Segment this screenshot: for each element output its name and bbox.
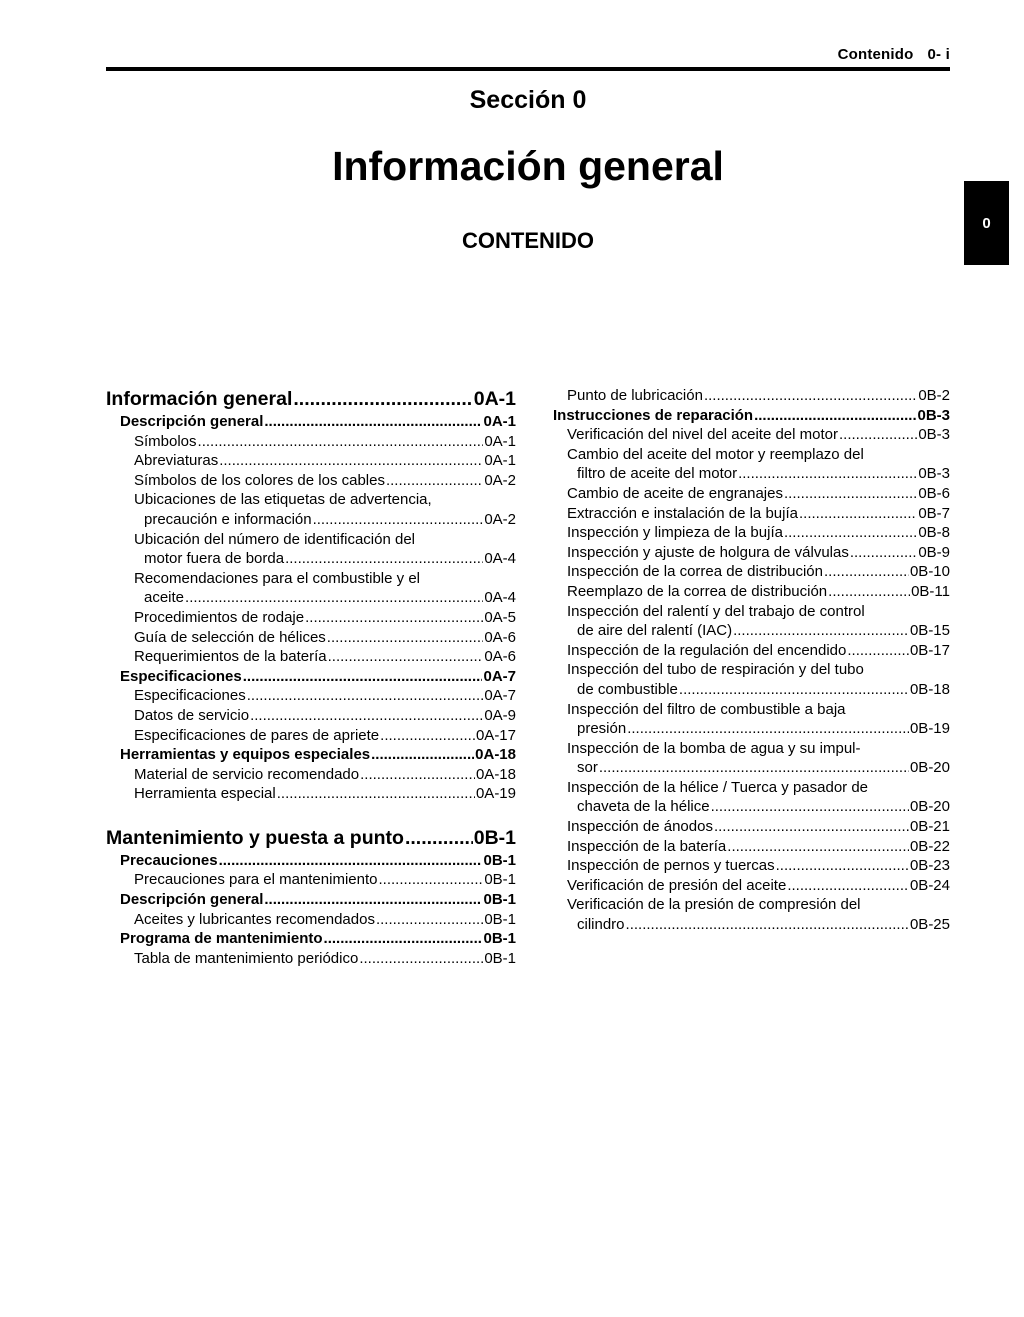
toc-entry[interactable] bbox=[553, 856, 950, 876]
dot-leader bbox=[380, 726, 475, 746]
toc-entry-title: Instrucciones de reparación bbox=[553, 406, 754, 424]
toc-entry[interactable] bbox=[106, 949, 516, 969]
section-title: Información general bbox=[332, 143, 724, 189]
toc-entry[interactable] bbox=[106, 745, 516, 765]
toc-entry-title: Verificación del nivel del aceite del motor bbox=[567, 426, 838, 444]
header-page-number: 0- i bbox=[927, 46, 950, 63]
toc-entry-page: 0B-9 bbox=[918, 543, 950, 561]
tab-marker-label: 0 bbox=[982, 214, 991, 232]
header-rule bbox=[106, 67, 950, 71]
toc-entry[interactable] bbox=[553, 582, 950, 602]
toc-entry[interactable] bbox=[553, 484, 950, 504]
toc-entry[interactable] bbox=[553, 641, 950, 661]
toc-entry-page: 0B-10 bbox=[909, 563, 950, 581]
toc-entry-title: Especificaciones bbox=[120, 667, 242, 685]
toc-entry-title-first-line: Recomendaciones para el combustible y el bbox=[134, 569, 420, 587]
toc-entry-title: Inspección y limpieza de la bujía bbox=[567, 524, 783, 542]
toc-entry-title: Aceites y lubricantes recomendados bbox=[134, 910, 375, 928]
toc-entry-title: Precauciones para el mantenimiento bbox=[134, 871, 378, 889]
toc-entry-title: Tabla de mantenimiento periódico bbox=[134, 949, 359, 967]
toc-entry-page: 0B-2 bbox=[918, 387, 950, 404]
toc-entry-title-first-line: Verificación de la presión de compresión del bbox=[567, 896, 861, 914]
toc-entry-page: 0A-7 bbox=[483, 667, 516, 685]
toc-entry-page: 0A-1 bbox=[483, 413, 516, 430]
dot-leader bbox=[185, 588, 483, 608]
toc-entry[interactable] bbox=[553, 445, 950, 484]
dot-leader bbox=[277, 784, 475, 804]
toc-entry-page: 0B-18 bbox=[909, 680, 950, 698]
toc-entry[interactable] bbox=[553, 895, 950, 934]
dot-leader bbox=[754, 406, 916, 426]
toc-entry-page: 0B-17 bbox=[909, 641, 950, 659]
toc-entry-page: 0A-1 bbox=[473, 388, 516, 410]
toc-entry[interactable] bbox=[553, 562, 950, 582]
toc-entry-title: Requerimientos de la batería bbox=[134, 648, 327, 666]
dot-leader bbox=[378, 870, 483, 890]
toc-entry[interactable] bbox=[553, 876, 950, 896]
toc-entry[interactable] bbox=[106, 608, 516, 628]
toc-entry[interactable] bbox=[553, 837, 950, 857]
dot-leader bbox=[679, 680, 909, 700]
dot-leader bbox=[839, 425, 917, 445]
toc-entry-title: Punto de lubricación bbox=[567, 387, 703, 404]
dot-leader bbox=[727, 837, 909, 857]
toc-entry-page: 0B-11 bbox=[911, 582, 950, 600]
toc-entry-title: chaveta de la hélice bbox=[577, 798, 710, 816]
toc-entry-page: 0B-3 bbox=[918, 426, 950, 444]
toc-entry[interactable] bbox=[553, 425, 950, 445]
toc-entry-title-first-line: Ubicación del número de identificación del bbox=[134, 530, 416, 548]
toc-entry-title: Símbolos de los colores de los cables bbox=[134, 471, 385, 489]
toc-entry-title: Verificación de presión del aceite bbox=[567, 876, 787, 894]
dot-leader bbox=[828, 582, 910, 602]
toc-entry-page: 0A-18 bbox=[475, 746, 516, 764]
toc-entry-title: Mantenimiento y puesta a punto bbox=[106, 826, 404, 849]
toc-entry-page: 0B-1 bbox=[473, 826, 516, 849]
toc-entry-title: presión bbox=[577, 720, 627, 738]
toc-entry-title: de aire del ralentí (IAC) bbox=[577, 622, 733, 640]
toc-entry-title-first-line: Inspección de la bomba de agua y su impul- bbox=[567, 739, 861, 757]
toc-entry-title: Especificaciones de pares de apriete bbox=[134, 726, 380, 744]
toc-entry-title-first-line: Inspección del filtro de combustible a baja bbox=[567, 700, 846, 718]
toc-entry-page: 0A-9 bbox=[484, 706, 516, 724]
toc-entry-page: 0B-8 bbox=[918, 524, 950, 542]
toc-entry[interactable] bbox=[106, 851, 516, 871]
toc-entry-page: 0B-1 bbox=[484, 949, 516, 967]
dot-leader bbox=[626, 915, 909, 935]
toc-entry-page: 0B-24 bbox=[909, 876, 950, 894]
toc-right-column bbox=[553, 386, 950, 935]
toc-entry[interactable] bbox=[106, 569, 516, 608]
toc-entry[interactable] bbox=[106, 451, 516, 471]
dot-leader bbox=[250, 706, 483, 726]
toc-entry[interactable] bbox=[106, 432, 516, 452]
dot-leader bbox=[787, 876, 909, 896]
toc-entry[interactable] bbox=[106, 765, 516, 785]
toc-entry[interactable] bbox=[106, 647, 516, 667]
toc-entry-title: aceite bbox=[144, 589, 185, 607]
dot-leader bbox=[627, 719, 909, 739]
toc-entry[interactable] bbox=[553, 739, 950, 778]
dot-leader bbox=[784, 523, 917, 543]
dot-leader bbox=[711, 797, 909, 817]
toc-entry[interactable] bbox=[106, 825, 516, 851]
toc-entry[interactable] bbox=[553, 406, 950, 426]
dot-leader bbox=[733, 621, 909, 641]
toc-entry-page: 0A-6 bbox=[484, 628, 516, 646]
toc-entry-title: Extracción e instalación de la bujía bbox=[567, 504, 798, 522]
dot-leader bbox=[247, 686, 484, 706]
dot-leader bbox=[371, 745, 474, 765]
toc-entry-title: Símbolos bbox=[134, 432, 197, 450]
toc-entry-title: de combustible bbox=[577, 680, 678, 698]
toc-entry[interactable] bbox=[553, 700, 950, 739]
toc-entry-page: 0B-25 bbox=[909, 916, 950, 934]
dot-leader bbox=[360, 765, 475, 785]
toc-entry-title: precaución e información bbox=[144, 510, 312, 528]
toc-entry-title: Cambio de aceite de engranajes bbox=[567, 484, 783, 502]
header-label: Contenido bbox=[837, 46, 914, 63]
dot-leader bbox=[376, 910, 483, 930]
toc-entry-title: Inspección de la correa de distribución bbox=[567, 563, 823, 581]
toc-entry-page: 0A-19 bbox=[475, 785, 516, 803]
toc-entry-page: 0A-6 bbox=[484, 648, 516, 666]
toc-entry-page: 0A-2 bbox=[484, 471, 516, 489]
toc-entry-title-first-line: Inspección de la hélice / Tuerca y pasador de bbox=[567, 778, 869, 796]
toc-entry-title: Material de servicio recomendado bbox=[134, 765, 360, 783]
dot-leader bbox=[243, 667, 483, 687]
toc-entry-title-first-line: Ubicaciones de las etiquetas de advertencia, bbox=[134, 491, 432, 509]
toc-entry-title-first-line: Inspección del tubo de respiración y del tubo bbox=[567, 661, 864, 679]
toc-entry[interactable] bbox=[106, 929, 516, 949]
dot-leader bbox=[784, 484, 917, 504]
toc-entry-page: 0B-7 bbox=[918, 504, 950, 522]
toc-entry-title: Descripción general bbox=[120, 891, 264, 909]
toc-entry-page: 0B-15 bbox=[909, 622, 950, 640]
dot-leader bbox=[405, 825, 473, 851]
toc-entry-title: Información general bbox=[106, 388, 293, 410]
toc-entry[interactable] bbox=[106, 667, 516, 687]
toc-entry-page: 0B-1 bbox=[483, 891, 516, 909]
toc-entry-title: Inspección de la batería bbox=[567, 837, 727, 855]
toc-entry-page: 0B-20 bbox=[909, 798, 950, 816]
dot-leader bbox=[219, 451, 483, 471]
toc-entry-page: 0A-7 bbox=[484, 687, 516, 705]
dot-leader bbox=[327, 628, 484, 648]
toc-entry-page: 0B-3 bbox=[917, 406, 950, 424]
toc-entry-title: Abreviaturas bbox=[134, 452, 219, 470]
dot-leader bbox=[328, 647, 484, 667]
toc-entry[interactable] bbox=[553, 543, 950, 563]
toc-entry-title: Inspección de pernos y tuercas bbox=[567, 857, 775, 875]
toc-entry[interactable] bbox=[106, 870, 516, 890]
toc-entry-page: 0B-19 bbox=[909, 720, 950, 738]
dot-leader bbox=[359, 949, 483, 969]
toc-entry[interactable] bbox=[106, 471, 516, 491]
toc-entry[interactable] bbox=[106, 628, 516, 648]
toc-entry-title: Datos de servicio bbox=[134, 706, 250, 724]
toc-entry-title: Herramienta especial bbox=[134, 785, 276, 803]
toc-entry-page: 0A-18 bbox=[475, 765, 516, 783]
toc-entry-page: 0A-1 bbox=[484, 432, 516, 450]
toc-entry[interactable] bbox=[106, 412, 516, 432]
toc-entry-title: sor bbox=[577, 759, 598, 777]
dot-leader bbox=[599, 758, 909, 778]
toc-entry-page: 0A-1 bbox=[484, 452, 516, 470]
dot-leader bbox=[198, 432, 484, 452]
toc-entry-page: 0A-4 bbox=[484, 550, 516, 568]
toc-entry[interactable] bbox=[106, 686, 516, 706]
toc-entry[interactable] bbox=[553, 602, 950, 641]
dot-leader bbox=[219, 851, 483, 871]
dot-leader bbox=[293, 386, 472, 412]
toc-entry[interactable] bbox=[106, 530, 516, 569]
toc-entry[interactable] bbox=[106, 706, 516, 726]
section-tab-marker bbox=[964, 181, 1009, 265]
toc-entry-title: Procedimientos de rodaje bbox=[134, 608, 305, 626]
dot-leader bbox=[305, 608, 483, 628]
toc-entry-title: Inspección de ánodos bbox=[567, 818, 713, 836]
dot-leader bbox=[264, 412, 482, 432]
toc-entry-page: 0B-21 bbox=[909, 818, 950, 836]
toc-entry-title: Programa de mantenimiento bbox=[120, 930, 323, 948]
toc-entry[interactable] bbox=[553, 660, 950, 699]
dot-leader bbox=[738, 464, 917, 484]
toc-entry-title-first-line: Inspección del ralentí y del trabajo de control bbox=[567, 602, 865, 620]
toc-entry[interactable] bbox=[106, 386, 516, 412]
toc-entry[interactable] bbox=[106, 726, 516, 746]
toc-entry-title: cilindro bbox=[577, 916, 625, 934]
toc-entry-title: Guía de selección de hélices bbox=[134, 628, 326, 646]
toc-entry-page: 0B-1 bbox=[483, 930, 516, 948]
toc-entry-title: Descripción general bbox=[120, 413, 264, 430]
toc-entry-page: 0B-20 bbox=[909, 759, 950, 777]
toc-entry[interactable] bbox=[553, 386, 950, 406]
toc-entry-title: Inspección y ajuste de holgura de válvulas bbox=[567, 543, 849, 561]
toc-entry[interactable] bbox=[106, 784, 516, 804]
section-number: Sección 0 bbox=[469, 86, 587, 114]
dot-leader bbox=[850, 543, 917, 563]
toc-entry-page: 0A-17 bbox=[475, 726, 516, 744]
toc-entry-page: 0B-1 bbox=[483, 851, 516, 869]
dot-leader bbox=[799, 504, 917, 524]
toc-entry-title: Especificaciones bbox=[134, 687, 246, 705]
dot-leader bbox=[264, 890, 482, 910]
toc-entry-page: 0A-2 bbox=[484, 510, 516, 528]
toc-entry-title: filtro de aceite del motor bbox=[577, 465, 738, 483]
contents-heading: CONTENIDO bbox=[462, 228, 594, 253]
toc-entry-page: 0A-5 bbox=[484, 608, 516, 626]
toc-entry-title: Precauciones bbox=[120, 851, 218, 869]
toc-entry-page: 0B-23 bbox=[909, 857, 950, 875]
dot-leader bbox=[847, 641, 909, 661]
dot-leader bbox=[704, 386, 917, 406]
toc-entry-page: 0B-3 bbox=[918, 465, 950, 483]
toc-entry[interactable] bbox=[553, 778, 950, 817]
toc-entry-title: Herramientas y equipos especiales bbox=[120, 746, 371, 764]
toc-entry[interactable] bbox=[106, 890, 516, 910]
running-header bbox=[838, 46, 950, 63]
dot-leader bbox=[824, 562, 909, 582]
dot-leader bbox=[776, 856, 909, 876]
toc-entry-page: 0B-1 bbox=[484, 871, 516, 889]
toc-entry-page: 0A-4 bbox=[484, 589, 516, 607]
toc-entry-title-first-line: Cambio del aceite del motor y reemplazo del bbox=[567, 445, 864, 463]
toc-entry[interactable] bbox=[106, 910, 516, 930]
toc-entry-page: 0B-6 bbox=[918, 484, 950, 502]
toc-entry-title: motor fuera de borda bbox=[144, 550, 285, 568]
toc-entry[interactable] bbox=[106, 490, 516, 529]
toc-entry-page: 0B-22 bbox=[909, 837, 950, 855]
toc-entry-page: 0B-1 bbox=[484, 910, 516, 928]
dot-leader bbox=[285, 549, 483, 569]
toc-entry[interactable] bbox=[553, 504, 950, 524]
dot-leader bbox=[386, 471, 483, 491]
toc-entry-title: Inspección de la regulación del encendido bbox=[567, 641, 847, 659]
dot-leader bbox=[324, 929, 483, 949]
toc-entry[interactable] bbox=[553, 523, 950, 543]
toc-left-column bbox=[106, 386, 516, 968]
toc-entry[interactable] bbox=[553, 817, 950, 837]
dot-leader bbox=[714, 817, 909, 837]
dot-leader bbox=[313, 510, 484, 530]
toc-entry-title: Reemplazo de la correa de distribución bbox=[567, 582, 828, 600]
